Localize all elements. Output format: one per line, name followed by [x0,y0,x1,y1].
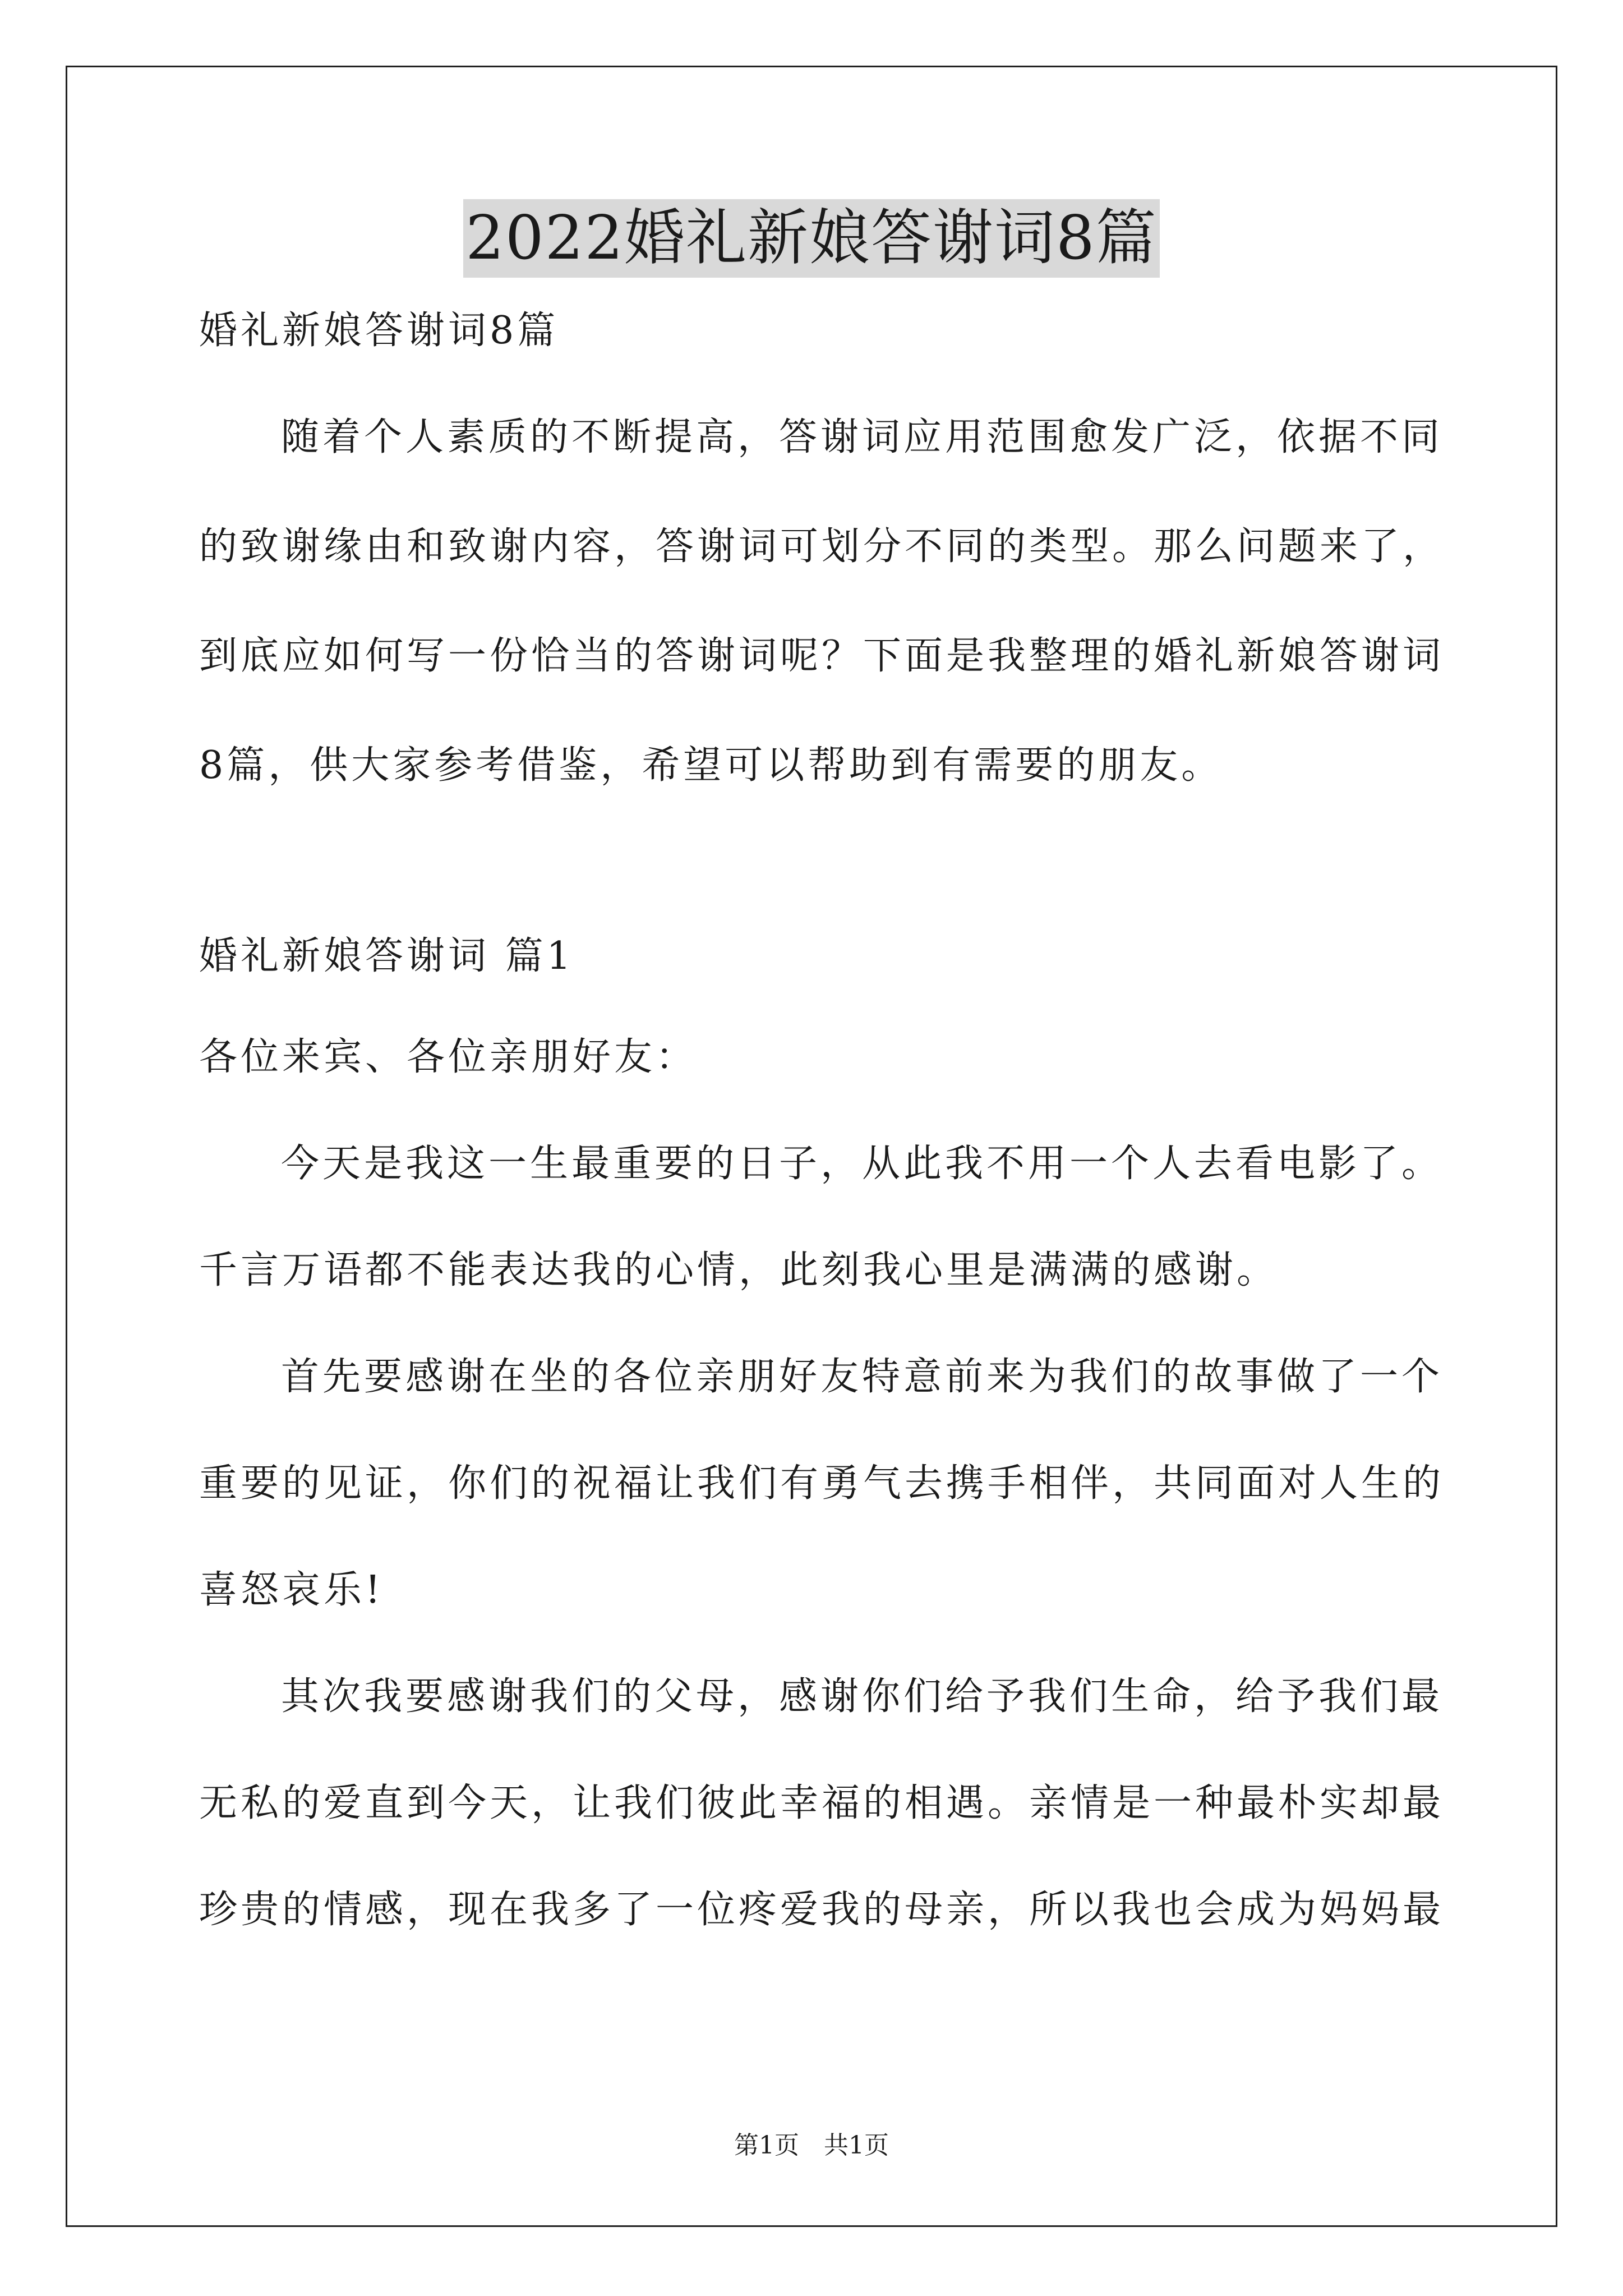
page-footer: 第1页 共1页 [734,2131,889,2160]
title-container [0,199,1623,278]
paragraph-line: 今天是我这一生最重要的日子，从此我不用一个人去看电影了。 [281,1142,1444,1186]
intro-line: 8篇，供大家参考借鉴，希望可以帮助到有需要的朋友。 [199,743,1223,788]
section-heading: 婚礼新娘答谢词 篇1 [199,934,574,978]
paragraph-line: 喜怒哀乐! [199,1568,384,1612]
subtitle: 婚礼新娘答谢词8篇 [199,309,559,353]
paragraph-line: 千言万语都不能表达我的心情，此刻我心里是满满的感谢。 [199,1248,1279,1292]
intro-line: 随着个人素质的不断提高，答谢词应用范围愈发广泛，依据不同 [281,415,1444,459]
paragraph-line: 其次我要感谢我们的父母，感谢你们给予我们生命，给予我们最 [281,1674,1444,1719]
intro-line: 到底应如何写一份恰当的答谢词呢？下面是我整理的婚礼新娘答谢词 [199,634,1445,678]
document-title: 2022婚礼新娘答谢词8篇 [463,199,1160,278]
greeting: 各位来宾、各位亲朋好友： [199,1035,698,1079]
paragraph-line: 重要的见证，你们的祝福让我们有勇气去携手相伴，共同面对人生的 [199,1461,1445,1506]
intro-line: 的致谢缘由和致谢内容，答谢词可划分不同的类型。那么问题来了， [199,524,1445,569]
paragraph-line: 首先要感谢在坐的各位亲朋好友特意前来为我们的故事做了一个 [281,1355,1444,1399]
paragraph-line: 无私的爱直到今天，让我们彼此幸福的相遇。亲情是一种最朴实却最 [199,1781,1445,1825]
paragraph-line: 珍贵的情感，现在我多了一位疼爱我的母亲，所以我也会成为妈妈最 [199,1888,1445,1932]
